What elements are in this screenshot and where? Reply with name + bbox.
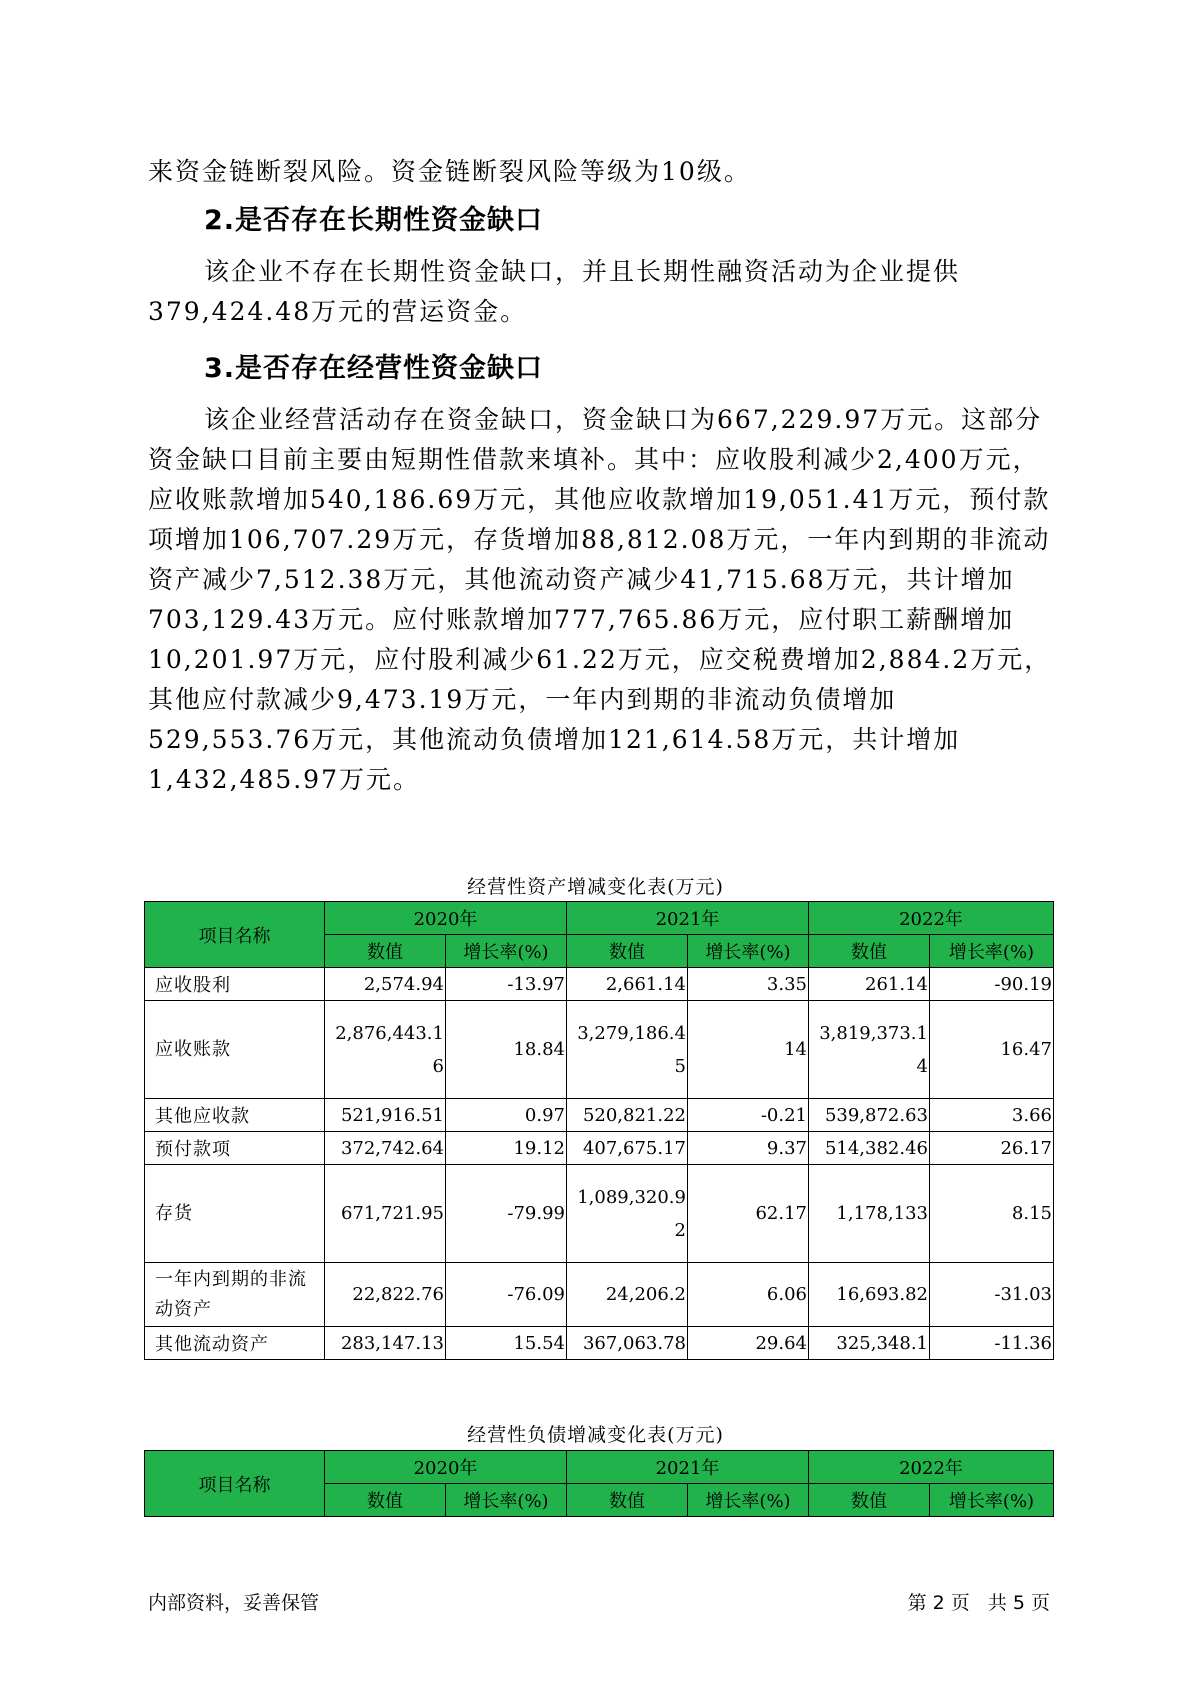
table-cell: 2,661.14 — [567, 968, 688, 1001]
header-growth: 增长率(%) — [930, 1484, 1054, 1517]
header-value: 数值 — [567, 1484, 688, 1517]
table-cell: -31.03 — [930, 1263, 1054, 1327]
header-value: 数值 — [325, 935, 446, 968]
header-year-2021: 2021年 — [567, 902, 809, 935]
header-value: 数值 — [325, 1484, 446, 1517]
header-value: 数值 — [809, 1484, 930, 1517]
total-prefix: 共 — [987, 1592, 1007, 1614]
table-cell: 520,821.22 — [567, 1099, 688, 1132]
table-row — [145, 1165, 1054, 1263]
table-header-row — [145, 902, 1054, 935]
header-value: 数值 — [567, 935, 688, 968]
row-label: 其他流动资产 — [145, 1327, 325, 1360]
table-header-row — [145, 1451, 1054, 1484]
header-year-2021: 2021年 — [567, 1451, 809, 1484]
header-item-name: 项目名称 — [145, 902, 325, 968]
table-cell: 3,279,186.45 — [567, 1001, 688, 1099]
header-growth: 增长率(%) — [446, 935, 567, 968]
table-cell: 18.84 — [446, 1001, 567, 1099]
header-growth: 增长率(%) — [688, 935, 809, 968]
header-year-2022: 2022年 — [809, 902, 1054, 935]
page-prefix: 第 — [907, 1592, 927, 1614]
table-cell: 283,147.13 — [325, 1327, 446, 1360]
header-growth: 增长率(%) — [930, 935, 1054, 968]
paragraph-top: 来资金链断裂风险。资金链断裂风险等级为10级。 — [148, 157, 751, 186]
table-cell: 539,872.63 — [809, 1099, 930, 1132]
table-cell: 0.97 — [446, 1099, 567, 1132]
table-cell: 29.64 — [688, 1327, 809, 1360]
table-cell: 14 — [688, 1001, 809, 1099]
table-cell: 24,206.2 — [567, 1263, 688, 1327]
heading-long-term-gap: 2.是否存在长期性资金缺口 — [204, 205, 544, 236]
asset-table-caption: 经营性资产增减变化表(万元) — [467, 876, 724, 898]
heading-operating-gap: 3.是否存在经营性资金缺口 — [204, 353, 544, 384]
liability-change-table — [144, 1450, 1054, 1517]
table-row — [145, 1263, 1054, 1327]
page-current: 2 — [932, 1592, 945, 1614]
row-label: 存货 — [145, 1165, 325, 1263]
footer-confidential: 内部资料，妥善保管 — [148, 1592, 320, 1614]
table-row — [145, 968, 1054, 1001]
table-cell: 514,382.46 — [809, 1132, 930, 1165]
row-label: 应收股利 — [145, 968, 325, 1001]
table-cell: 8.15 — [930, 1165, 1054, 1263]
header-growth: 增长率(%) — [446, 1484, 567, 1517]
table-cell: 325,348.1 — [809, 1327, 930, 1360]
table-cell: 3.35 — [688, 968, 809, 1001]
page-total: 5 — [1012, 1592, 1025, 1614]
header-year-2020: 2020年 — [325, 1451, 567, 1484]
page-unit: 页 — [950, 1592, 970, 1614]
table-cell: 407,675.17 — [567, 1132, 688, 1165]
table-cell: 3.66 — [930, 1099, 1054, 1132]
row-label: 其他应收款 — [145, 1099, 325, 1132]
table-cell: 9.37 — [688, 1132, 809, 1165]
asset-change-table — [144, 901, 1054, 1360]
table-cell: 2,876,443.16 — [325, 1001, 446, 1099]
table-cell: 367,063.78 — [567, 1327, 688, 1360]
table-cell: -76.09 — [446, 1263, 567, 1327]
table-cell: -0.21 — [688, 1099, 809, 1132]
table-row — [145, 1132, 1054, 1165]
header-growth: 增长率(%) — [688, 1484, 809, 1517]
table-cell: 16,693.82 — [809, 1263, 930, 1327]
header-year-2022: 2022年 — [809, 1451, 1054, 1484]
total-unit: 页 — [1030, 1592, 1050, 1614]
liability-table-caption: 经营性负债增减变化表(万元) — [467, 1424, 724, 1446]
table-cell: -11.36 — [930, 1327, 1054, 1360]
table-cell: 1,089,320.92 — [567, 1165, 688, 1263]
header-item-name: 项目名称 — [145, 1451, 325, 1517]
header-value: 数值 — [809, 935, 930, 968]
table-row — [145, 1327, 1054, 1360]
table-cell: 372,742.64 — [325, 1132, 446, 1165]
table-cell: 1,178,133 — [809, 1165, 930, 1263]
table-cell: 6.06 — [688, 1263, 809, 1327]
row-label: 一年内到期的非流动资产 — [145, 1263, 325, 1327]
table-cell: 3,819,373.14 — [809, 1001, 930, 1099]
table-cell: -90.19 — [930, 968, 1054, 1001]
table-row — [145, 1099, 1054, 1132]
paragraph-operating: 该企业经营活动存在资金缺口，资金缺口为667,229.97万元。这部分资金缺口目前主要由短期性借款来填补。其中：应收股利减少2,400万元，应收账款增加540,186.69万元，其他应收款增加19,051.41万元，预付款项增加106,707.29万元，存货增加88,812.08万元，一年内到期的非流动资产减少7,512.38万元，其他流动资产减少41,715.68万元，共计增加703,129.43万元。应付账款增加777,765.86万元，应付职工薪酬增加10,201.97万元，应付股利减少61.22万元，应交税费增加2,884.2万元，其他应付款减少9,473.19万元，一年内到期的非流动负债增加529,553.76万元，其他流动负债增加121,614.58万元，共计增加1,432,485.97万元。 — [148, 405, 1052, 794]
table-cell: 2,574.94 — [325, 968, 446, 1001]
table-cell: 261.14 — [809, 968, 930, 1001]
table-cell: 16.47 — [930, 1001, 1054, 1099]
row-label: 预付款项 — [145, 1132, 325, 1165]
paragraph-long-term: 该企业不存在长期性资金缺口，并且长期性融资活动为企业提供379,424.48万元的营运资金。 — [148, 257, 961, 326]
table-cell: 62.17 — [688, 1165, 809, 1263]
footer-page-number — [905, 1588, 1053, 1615]
row-label: 应收账款 — [145, 1001, 325, 1099]
table-cell: 521,916.51 — [325, 1099, 446, 1132]
header-year-2020: 2020年 — [325, 902, 567, 935]
table-cell: -79.99 — [446, 1165, 567, 1263]
table-cell: -13.97 — [446, 968, 567, 1001]
table-cell: 22,822.76 — [325, 1263, 446, 1327]
table-cell: 671,721.95 — [325, 1165, 446, 1263]
table-cell: 19.12 — [446, 1132, 567, 1165]
table-cell: 26.17 — [930, 1132, 1054, 1165]
table-cell: 15.54 — [446, 1327, 567, 1360]
table-row — [145, 1001, 1054, 1099]
